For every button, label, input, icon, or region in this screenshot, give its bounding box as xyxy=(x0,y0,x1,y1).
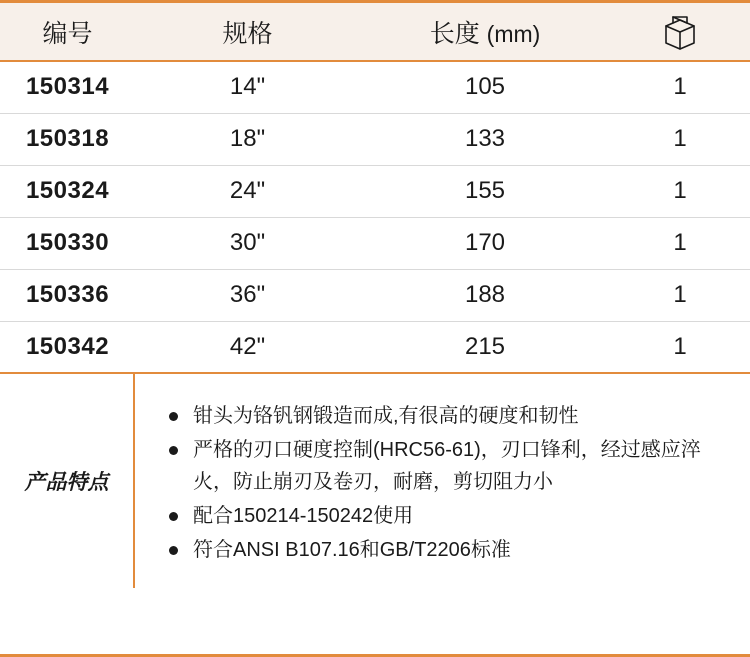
table-row xyxy=(0,165,750,217)
column-header-length xyxy=(360,3,610,61)
table-row xyxy=(0,61,750,113)
cell-spec: 36" xyxy=(135,269,360,321)
cell-length: 133 xyxy=(360,113,610,165)
cell-spec: 14" xyxy=(135,61,360,113)
cell-quantity: 1 xyxy=(610,61,750,113)
cell-length: 155 xyxy=(360,165,610,217)
box-icon xyxy=(660,13,700,51)
list-item xyxy=(167,400,730,432)
cell-quantity: 1 xyxy=(610,321,750,373)
list-item xyxy=(167,500,730,532)
cell-length: 188 xyxy=(360,269,610,321)
cell-spec: 42" xyxy=(135,321,360,373)
cell-quantity: 1 xyxy=(610,217,750,269)
specification-table xyxy=(0,3,750,374)
feature-text: 配合150214-150242使用 xyxy=(193,505,414,527)
list-item xyxy=(167,534,730,566)
cell-code: 150318 xyxy=(0,113,135,165)
bullet-icon xyxy=(169,412,178,421)
table-row xyxy=(0,217,750,269)
cell-code: 150330 xyxy=(0,217,135,269)
product-features-body xyxy=(135,374,750,588)
cell-spec: 18" xyxy=(135,113,360,165)
cell-length: 215 xyxy=(360,321,610,373)
table-body xyxy=(0,61,750,373)
product-features-section xyxy=(0,374,750,588)
bullet-icon xyxy=(169,512,178,521)
table-header xyxy=(0,3,750,61)
cell-spec: 30" xyxy=(135,217,360,269)
column-header-length-text: 长度 xyxy=(429,19,480,48)
feature-text: 钳头为铬钒钢锻造而成,有很高的硬度和韧性 xyxy=(193,405,579,427)
column-header-spec: 规格 xyxy=(135,3,360,61)
feature-text: 严格的刃口硬度控制(HRC56-61)，刃口锋利，经过感应淬火，防止崩刃及卷刃，耐磨，剪切阻力小 xyxy=(193,439,701,493)
feature-list xyxy=(167,400,730,566)
table-row xyxy=(0,321,750,373)
cell-code: 150314 xyxy=(0,61,135,113)
table-row xyxy=(0,113,750,165)
bullet-icon xyxy=(169,446,178,455)
cell-quantity: 1 xyxy=(610,165,750,217)
product-features-label: 产品特点 xyxy=(0,374,135,588)
feature-text: 符合ANSI B107.16和GB/T2206标准 xyxy=(193,539,511,561)
header-row xyxy=(0,3,750,61)
cell-quantity: 1 xyxy=(610,269,750,321)
table-row xyxy=(0,269,750,321)
cell-length: 170 xyxy=(360,217,610,269)
cell-code: 150336 xyxy=(0,269,135,321)
cell-code: 150342 xyxy=(0,321,135,373)
column-header-code: 编号 xyxy=(0,3,135,61)
bullet-icon xyxy=(169,546,178,555)
cell-code: 150324 xyxy=(0,165,135,217)
cell-spec: 24" xyxy=(135,165,360,217)
cell-quantity: 1 xyxy=(610,113,750,165)
column-header-quantity xyxy=(610,3,750,61)
cell-length: 105 xyxy=(360,61,610,113)
column-header-length-unit: (mm) xyxy=(486,20,541,47)
list-item xyxy=(167,434,730,498)
